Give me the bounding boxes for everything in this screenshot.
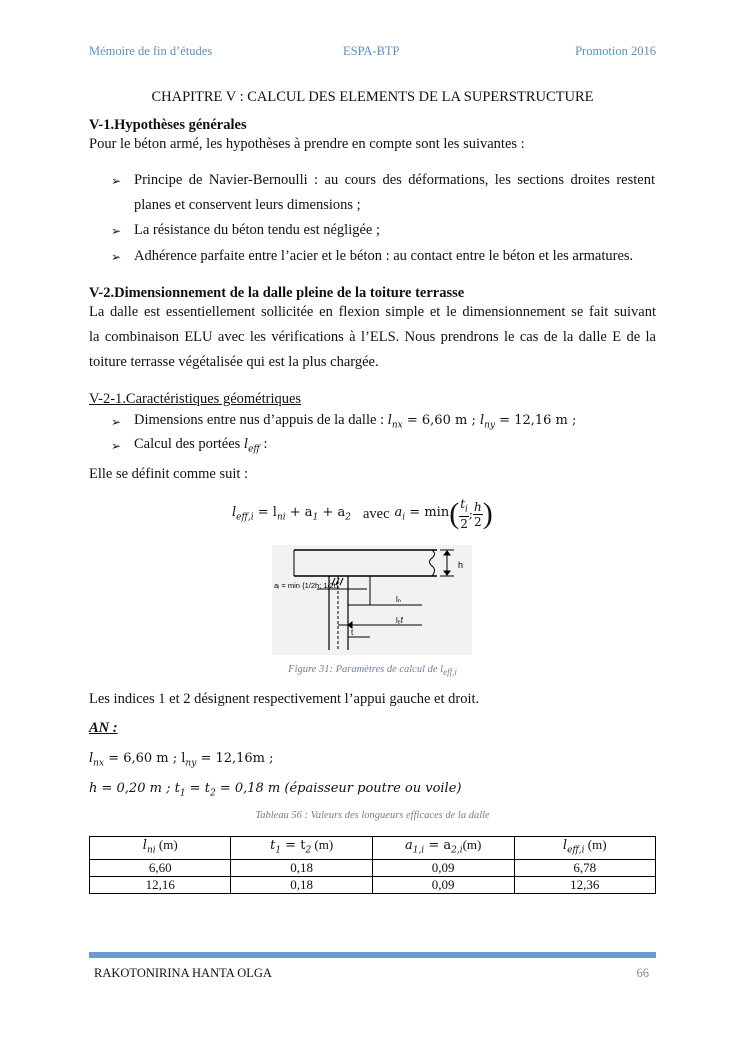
chapter-title: CHAPITRE V : CALCUL DES ELEMENTS DE LA SUPERSTRUCTURE: [151, 89, 594, 105]
table-header-cell: $l_{eff,i}$ (m): [514, 837, 656, 860]
table-row: [90, 859, 656, 876]
bullet-navier-line2: planes et conservent leurs dimensions ;: [134, 197, 361, 213]
table-header-row: [90, 837, 656, 860]
header-right: Promotion 2016: [575, 44, 656, 58]
footer-bar: [89, 952, 656, 958]
table-header-cell: $l_{ni}$ (m): [90, 837, 231, 860]
header-center: ESPA-BTP: [343, 44, 400, 58]
page-number: 66: [636, 966, 649, 980]
figure-label-ln: lₙ: [396, 595, 401, 604]
arrow-bullet-icon: ➢: [111, 174, 122, 188]
arrow-bullet-icon: ➢: [111, 415, 122, 429]
table-header-cell: $t_1 = t_2$ (m): [231, 837, 372, 860]
table-cell: 12,36: [514, 876, 656, 893]
bullet-beton-tendu: La résistance du béton tendu est négligée ;: [134, 222, 381, 238]
section-2-para-line1: La dalle est essentiellement sollicitée en flexion simple et le dimensionnement se fait suivant: [89, 304, 656, 320]
section-2-para-line2: la combinaison ELU avec les vérifications à l’ELS. Nous prendrons le cas de la dalle E de la: [89, 329, 656, 345]
table-cell: 6,60: [90, 859, 231, 876]
table-header-cell: $a_{1,i} = a_{2,i}(m)$: [372, 837, 514, 860]
bullet-portees: Calcul des portées $l_{eff}$ :: [134, 436, 268, 455]
table-cell: 0,09: [372, 876, 514, 893]
figure-leff-diagram: [272, 545, 472, 655]
table-cell: 12,16: [90, 876, 231, 893]
figure-caption: Figure 31: Paramètres de calcul de $l_{eff,i}$: [288, 664, 457, 678]
table-caption: Tableau 56 : Valeurs des longueurs efficaces de la dalle: [255, 810, 490, 821]
formula-leff: $l_{eff,i} = l_{ni} + a_1 + a_2$ avec $a_i = \min$ ( $t_i$ 2 ; h 2 ): [232, 496, 493, 532]
table-cell: 6,78: [514, 859, 656, 876]
indices-text: Les indices 1 et 2 désignent respectivement l’appui gauche et droit.: [89, 691, 480, 707]
section-2-heading: V-2.Dimensionnement de la dalle pleine de la toiture terrasse: [89, 285, 465, 301]
table-cell: 0,18: [231, 859, 372, 876]
section-2-1-heading: V-2-1.Caractéristiques géométriques: [89, 391, 302, 407]
an-line-1: $l_{nx} = 6,60$ m ; $l_{ny} = 12,16m$ ;: [89, 751, 274, 769]
footer-author: RAKOTONIRINA HANTA OLGA: [94, 966, 272, 980]
arrow-bullet-icon: ➢: [111, 224, 122, 238]
leff-table: [89, 836, 656, 894]
figure-label-t: t: [351, 628, 354, 637]
table-cell: 0,18: [231, 876, 372, 893]
section-1-heading: V-1.Hypothèses générales: [89, 117, 247, 133]
table-row: [90, 876, 656, 893]
arrow-bullet-icon: ➢: [111, 439, 122, 453]
section-1-intro: Pour le béton armé, les hypothèses à prendre en compte sont les suivantes :: [89, 136, 525, 152]
figure-label-lef: lₑf: [396, 616, 403, 625]
figure-label-h: h: [458, 560, 464, 570]
figure-label-ai: aᵢ = min {1/2h; 1/2t}: [274, 581, 339, 590]
bullet-dimensions: Dimensions entre nus d’appuis de la dalle : $l_{nx} = 6,60$ m ; $l_{ny} = 12,16$ m ;: [134, 412, 577, 431]
header-left: Mémoire de fin d’études: [89, 44, 213, 58]
arrow-bullet-icon: ➢: [111, 250, 122, 264]
bullet-navier-line1: Principe de Navier-Bernoulli : au cours des déformations, les sections droites restent: [134, 172, 655, 188]
an-label: AN :: [89, 720, 118, 736]
table-cell: 0,09: [372, 859, 514, 876]
defines-text: Elle se définit comme suit :: [89, 466, 249, 482]
bullet-adherence: Adhérence parfaite entre l’acier et le béton : au contact entre le béton et les armatures.: [134, 248, 634, 264]
an-line-2: h = 0,20 m ; $t_1 = t_2 = 0,18$ m (épaisseur poutre ou voile): [89, 781, 462, 799]
section-2-para-line3: toiture terrasse végétalisée qui est la plus chargée.: [89, 354, 379, 370]
